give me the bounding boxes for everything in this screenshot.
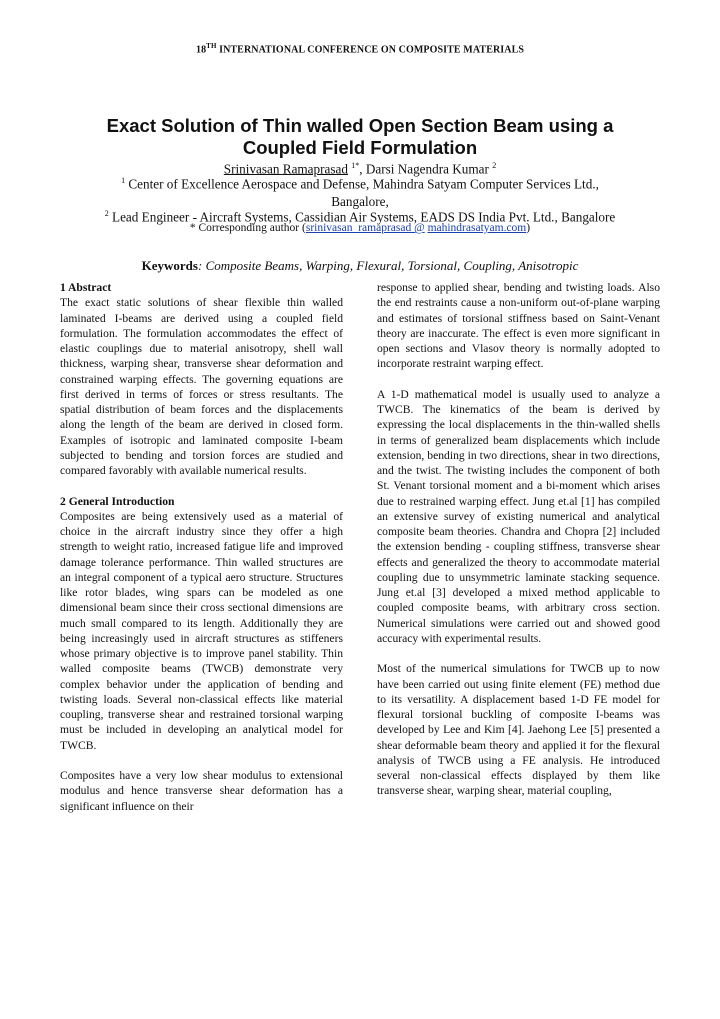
corresponding-author xyxy=(40,222,680,234)
author-1-superscript: 1* xyxy=(351,161,360,170)
affiliation-2-superscript: 2 xyxy=(104,209,109,218)
corresponding-prefix: * Corresponding author ( xyxy=(189,222,306,234)
affiliation-1-superscript: 1 xyxy=(121,176,126,185)
right-paragraph-2: A 1-D mathematical model is usually used to analyze a TWCB. The kinematics of the beam is derived by expressing the local displacements in the thin-walled shells in terms of generalized beam displacements which include extension, bending in two directions, shear in two directions, and the twist. The twisting includes the component of both St. Venant torsional moment and a bi-moment which arises due to restrained warping effect. Jung et.al [1] has compiled an extensive survey of existing numerical and analytical composite beam theories. Chandra and Chopra [2] included the extension bending - coupling stiffness, transverse shear effects and generalized the theory to accommodate material coupling due to unsymmetric laminate stacking sequence. Jung et.al [3] developed a mixed method applicable to coupled composite beams, with arbitrary cross section. Numerical simulations were carried out and showed good accuracy with experimental results. xyxy=(377,387,660,645)
abstract-heading: 1 Abstract xyxy=(60,281,112,294)
paper-title xyxy=(60,115,660,159)
left-column xyxy=(60,280,343,814)
author-separator: , xyxy=(359,161,366,177)
introduction-heading: 2 General Introduction xyxy=(60,494,175,508)
title-line-2: Coupled Field Formulation xyxy=(242,137,478,158)
abstract-paragraph: The exact static solutions of shear flexible thin walled laminated I-beams are derived using a coupled field formulation. The formulation accommodates the effect of elastic couplings due to material anisotropy, shell wall thickness, warping shear, transverse shear deformation and constrained warping effects. The governing equations are first derived in terms of forces or stress resultants. The spatial distribution of beam forces and the displacements along the length of the beam are derived in closed form. Examples of isotropic and laminated composite I-beam subjected to bending and torsion forces are studied and compared favorably with available numerical results. xyxy=(60,296,343,477)
corresponding-suffix: ) xyxy=(526,222,531,234)
header-superscript: TH xyxy=(206,42,217,50)
author-2: Darsi Nagendra Kumar xyxy=(365,161,489,177)
email-link-part-1[interactable]: srinivasan_ramaprasad @ xyxy=(305,222,425,234)
keywords-label: Keywords xyxy=(141,258,198,273)
affiliation-1-line-2: Bangalore, xyxy=(331,194,389,210)
right-paragraph-3: Most of the numerical simulations for TWCB up to now have been carried out using finite element (FE) method due to its versatility. A displacement based 1-D FE model for flexural torsional buckling of composite I-beams was developed by Lee and Kim [4]. Jaehong Lee [5] presented a shear deformable beam theory and applied it for the flexural analysis of TWCB using a FE analysis. He introduced several non-classical effects displayed by them like transverse shear, warping shear, material coupling, xyxy=(377,662,660,798)
header-number: 18 xyxy=(195,44,207,56)
header-conference-name: INTERNATIONAL CONFERENCE ON COMPOSITE MATERIALS xyxy=(216,44,525,56)
introduction-paragraph-1: Composites are being extensively used as a material of choice in the aircraft industry since they offer a high strength to weight ratio, increased fatigue life and improved damage tolerance performance. Thin walled structures are an integral component of a typical aero structure. Structures like rotor blades, wing spars can be modeled as one dimensional beam since their cross sectional dimensions are much small compared to its length. Additionally they are being increasingly used in aircraft structures as stiffeners whose primary objective is to improve panel stability. Thin walled composite beams (TWCB) demonstrate very complex behavior under the application of bending and twisting loads. Several non-classical effects like material coupling, transverse shear and restrained torsional warping must be included in developing an analytical model for TWCB. xyxy=(60,509,343,752)
author-2-superscript: 2 xyxy=(492,161,497,170)
right-paragraph-1: response to applied shear, bending and twisting loads. Also the end restraints cause a non-uniform out-of-plane warping and estimates of torsional stiffness based on Saint-Venant theory are inaccurate. The effect is even more significant in open sections and Vlasov theory is normally adopted to incorporate restraint warping effect. xyxy=(377,281,660,371)
conference-header xyxy=(0,42,720,55)
affiliation-1-line-1: Center of Excellence Aerospace and Defense, Mahindra Satyam Computer Services Ltd., xyxy=(125,176,599,192)
author-1: Srinivasan Ramaprasad xyxy=(223,161,348,177)
keywords-colon: : xyxy=(197,258,203,273)
email-link-part-2[interactable]: mahindrasatyam.com xyxy=(427,222,527,234)
keywords-text: Composite Beams, Warping, Flexural, Torsional, Coupling, Anisotropic xyxy=(202,258,579,273)
title-line-1: Exact Solution of Thin walled Open Section Beam using a xyxy=(106,115,614,136)
keywords-line xyxy=(40,258,680,274)
right-column xyxy=(377,280,660,799)
introduction-paragraph-2: Composites have a very low shear modulus to extensional modulus and hence transverse shear deformation has a significant influence on their xyxy=(60,769,343,813)
affiliation-2-text: Lead Engineer - Aircraft Systems, Cassidian Air Systems, EADS DS India Pvt. Ltd., Bangalore xyxy=(108,209,616,225)
